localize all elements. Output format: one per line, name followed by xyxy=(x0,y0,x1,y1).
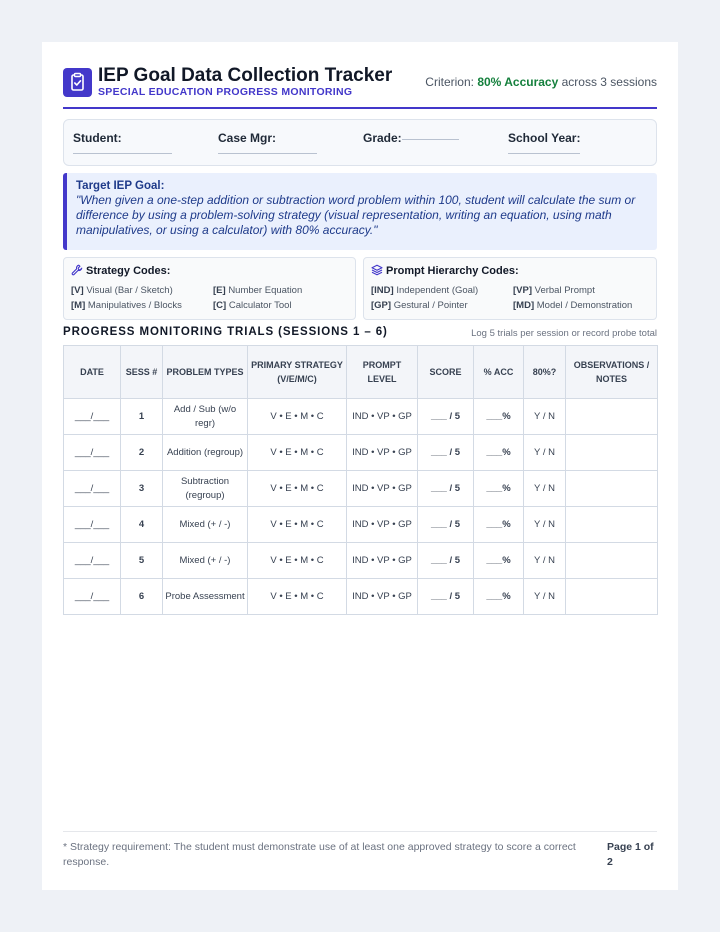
accuracy-cell[interactable]: ___% xyxy=(474,471,524,507)
table-header-row xyxy=(64,346,658,399)
prompt-cell[interactable]: IND • VP • GP xyxy=(347,435,418,471)
strategy-code-manipulatives: [M] Manipulatives / Blocks xyxy=(71,300,182,311)
goal-title: Target IEP Goal: xyxy=(76,180,165,192)
prompt-code-gestural: [GP] Gestural / Pointer xyxy=(371,300,468,311)
header-notes: OBSERVATIONS / NOTES xyxy=(566,346,658,399)
header-accuracy: % ACC xyxy=(474,346,524,399)
strategy-codes-box xyxy=(63,257,356,320)
prompt-cell[interactable]: IND • VP • GP xyxy=(347,543,418,579)
prompt-cell[interactable]: IND • VP • GP xyxy=(347,399,418,435)
session-cell: 3 xyxy=(121,471,163,507)
page-title: IEP Goal Data Collection Tracker xyxy=(98,65,393,86)
strategy-cell[interactable]: V • E • M • C xyxy=(248,399,347,435)
strategy-cell[interactable]: V • E • M • C xyxy=(248,507,347,543)
problem-type-cell: Mixed (+ / -) xyxy=(163,507,248,543)
case-mgr-field xyxy=(218,129,276,147)
strategy-cell[interactable]: V • E • M • C xyxy=(248,471,347,507)
score-cell[interactable]: ___ / 5 xyxy=(418,435,474,471)
header-score: SCORE xyxy=(418,346,474,399)
strategy-cell[interactable]: V • E • M • C xyxy=(248,579,347,615)
prompt-code-independent: [IND] Independent (Goal) xyxy=(371,285,479,296)
prompt-cell[interactable]: IND • VP • GP xyxy=(347,507,418,543)
problem-type-cell: Probe Assessment xyxy=(163,579,248,615)
student-info-box xyxy=(63,119,657,166)
date-cell[interactable]: ___/___ xyxy=(64,471,121,507)
criterion-met-cell[interactable]: Y / N xyxy=(524,471,566,507)
criterion-met-cell[interactable]: Y / N xyxy=(524,579,566,615)
strategy-code-calculator: [C] Calculator Tool xyxy=(213,300,292,311)
date-cell[interactable]: ___/___ xyxy=(64,507,121,543)
table-row xyxy=(64,435,658,471)
criterion-met-cell[interactable]: Y / N xyxy=(524,543,566,579)
accuracy-cell[interactable]: ___% xyxy=(474,579,524,615)
case-mgr-input-line[interactable] xyxy=(218,153,317,154)
problem-type-cell: Add / Sub (w/o regr) xyxy=(163,399,248,435)
strategy-cell[interactable]: V • E • M • C xyxy=(248,543,347,579)
grade-label: Grade: xyxy=(363,131,402,145)
problem-type-cell: Subtraction (regroup) xyxy=(163,471,248,507)
layers-icon xyxy=(371,264,383,276)
header-problem-types: PROBLEM TYPES xyxy=(163,346,248,399)
notes-cell[interactable] xyxy=(566,507,658,543)
strategy-code-visual: [V] Visual (Bar / Sketch) xyxy=(71,285,173,296)
header-strategy: PRIMARY STRATEGY (V/E/M/C) xyxy=(248,346,347,399)
score-cell[interactable]: ___ / 5 xyxy=(418,471,474,507)
criterion-met-cell[interactable]: Y / N xyxy=(524,435,566,471)
notes-cell[interactable] xyxy=(566,543,658,579)
criterion-suffix: across 3 sessions xyxy=(561,75,657,89)
school-year-label: School Year: xyxy=(508,131,581,145)
grade-field xyxy=(363,129,402,147)
prompt-codes-label: Prompt Hierarchy Codes: xyxy=(386,265,519,277)
section-note: Log 5 trials per session or record probe total xyxy=(471,328,657,339)
prompt-cell[interactable]: IND • VP • GP xyxy=(347,471,418,507)
date-cell[interactable]: ___/___ xyxy=(64,399,121,435)
case-mgr-label: Case Mgr: xyxy=(218,131,277,145)
table-row xyxy=(64,471,658,507)
strategy-cell[interactable]: V • E • M • C xyxy=(248,435,347,471)
prompt-codes-title xyxy=(371,264,519,277)
problem-type-cell: Mixed (+ / -) xyxy=(163,543,248,579)
accuracy-cell[interactable]: ___% xyxy=(474,435,524,471)
session-cell: 2 xyxy=(121,435,163,471)
header-criterion-met: 80%? xyxy=(524,346,566,399)
session-cell: 6 xyxy=(121,579,163,615)
prompt-cell[interactable]: IND • VP • GP xyxy=(347,579,418,615)
table-row xyxy=(64,507,658,543)
prompt-code-model: [MD] Model / Demonstration xyxy=(513,300,633,311)
student-input-line[interactable] xyxy=(73,153,172,154)
worksheet-page xyxy=(42,42,678,890)
session-cell: 4 xyxy=(121,507,163,543)
target-goal-box xyxy=(63,173,657,250)
header-date: DATE xyxy=(64,346,121,399)
criterion-met-cell[interactable]: Y / N xyxy=(524,507,566,543)
notes-cell[interactable] xyxy=(566,579,658,615)
table-row xyxy=(64,399,658,435)
page-number: Page 1 of 2 xyxy=(607,841,654,868)
score-cell[interactable]: ___ / 5 xyxy=(418,507,474,543)
date-cell[interactable]: ___/___ xyxy=(64,579,121,615)
strategy-codes-title xyxy=(71,264,170,277)
prompt-codes-box xyxy=(363,257,657,320)
notes-cell[interactable] xyxy=(566,435,658,471)
page-header xyxy=(63,64,657,109)
school-year-input-line[interactable] xyxy=(508,153,580,154)
session-cell: 1 xyxy=(121,399,163,435)
header-session: SESS # xyxy=(121,346,163,399)
grade-input-line[interactable] xyxy=(402,139,459,140)
trials-table xyxy=(63,345,658,615)
school-year-field xyxy=(508,129,580,147)
score-cell[interactable]: ___ / 5 xyxy=(418,399,474,435)
strategy-requirement-note: * Strategy requirement: The student must demonstrate use of at least one approved strategy to score a correct response. xyxy=(63,841,576,868)
goal-text: "When given a one-step addition or subtraction word problem within 100, student will calculate the sum or difference by using a problem-solving strategy (visual representation, writing an equation, using math manipulatives, or using a calculator) with 80% accuracy." xyxy=(76,193,636,237)
notes-cell[interactable] xyxy=(566,471,658,507)
score-cell[interactable]: ___ / 5 xyxy=(418,543,474,579)
page-subtitle: SPECIAL EDUCATION PROGRESS MONITORING xyxy=(98,86,353,98)
page-footer xyxy=(63,831,657,868)
notes-cell[interactable] xyxy=(566,399,658,435)
date-cell[interactable]: ___/___ xyxy=(64,435,121,471)
criterion-summary xyxy=(425,75,657,89)
accuracy-cell[interactable]: ___% xyxy=(474,399,524,435)
session-cell: 5 xyxy=(121,543,163,579)
score-cell[interactable]: ___ / 5 xyxy=(418,579,474,615)
clipboard-check-icon xyxy=(63,68,92,97)
prompt-code-verbal: [VP] Verbal Prompt xyxy=(513,285,595,296)
date-cell[interactable]: ___/___ xyxy=(64,543,121,579)
accuracy-cell[interactable]: ___% xyxy=(474,543,524,579)
criterion-label: Criterion: xyxy=(425,75,474,89)
criterion-met-cell[interactable]: Y / N xyxy=(524,399,566,435)
criterion-value: 80% Accuracy xyxy=(477,75,559,89)
problem-type-cell: Addition (regroup) xyxy=(163,435,248,471)
table-row xyxy=(64,543,658,579)
strategy-codes-label: Strategy Codes: xyxy=(86,265,171,277)
student-label: Student: xyxy=(73,131,122,145)
section-title: PROGRESS MONITORING TRIALS (SESSIONS 1 – 6) xyxy=(63,326,388,338)
accuracy-cell[interactable]: ___% xyxy=(474,507,524,543)
header-prompt-level: PROMPT LEVEL xyxy=(347,346,418,399)
table-row xyxy=(64,579,658,615)
strategy-code-equation: [E] Number Equation xyxy=(213,285,303,296)
student-field xyxy=(73,129,122,147)
wrench-icon xyxy=(71,264,83,276)
